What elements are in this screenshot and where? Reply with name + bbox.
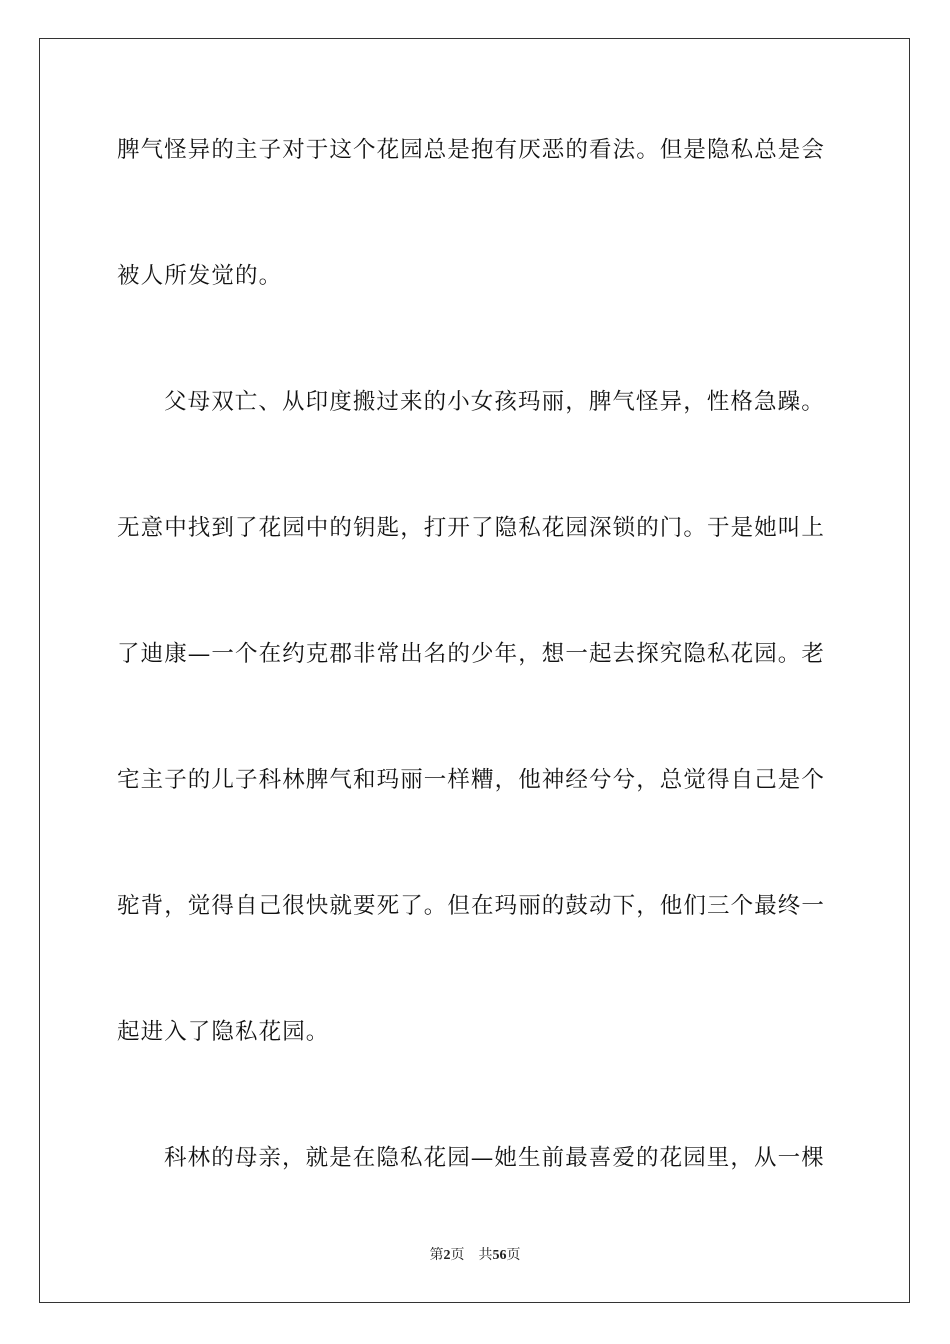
page-footer [0,1246,950,1266]
body-line-9: 科林的母亲，就是在隐私花园—她生前最喜爱的花园里，从一棵 [164,1145,825,1171]
body-line-2: 被人所发觉的。 [117,263,283,289]
body-line-7: 驼背，觉得自己很快就要死了。但在玛丽的鼓动下，他们三个最终一 [117,893,826,919]
page-border [39,38,910,1303]
page-number: 2 [443,1248,451,1263]
total-suffix: 页 [506,1248,521,1263]
page-prefix: 第 [429,1248,444,1263]
total-pages: 56 [492,1248,507,1263]
body-line-8: 起进入了隐私花园。 [117,1019,330,1045]
page-suffix: 页 [450,1248,465,1263]
body-line-5: 了迪康—一个在约克郡非常出名的少年，想一起去探究隐私花园。老 [117,641,826,667]
body-line-1: 脾气怪异的主子对于这个花园总是抱有厌恶的看法。但是隐私总是会 [117,137,826,163]
body-line-3: 父母双亡、从印度搬过来的小女孩玛丽，脾气怪异，性格急躁。 [164,389,825,415]
total-prefix: 共 [478,1248,493,1263]
body-line-4: 无意中找到了花园中的钥匙，打开了隐私花园深锁的门。于是她叫上 [117,515,826,541]
body-line-6: 宅主子的儿子科林脾气和玛丽一样糟，他神经兮兮，总觉得自己是个 [117,767,826,793]
